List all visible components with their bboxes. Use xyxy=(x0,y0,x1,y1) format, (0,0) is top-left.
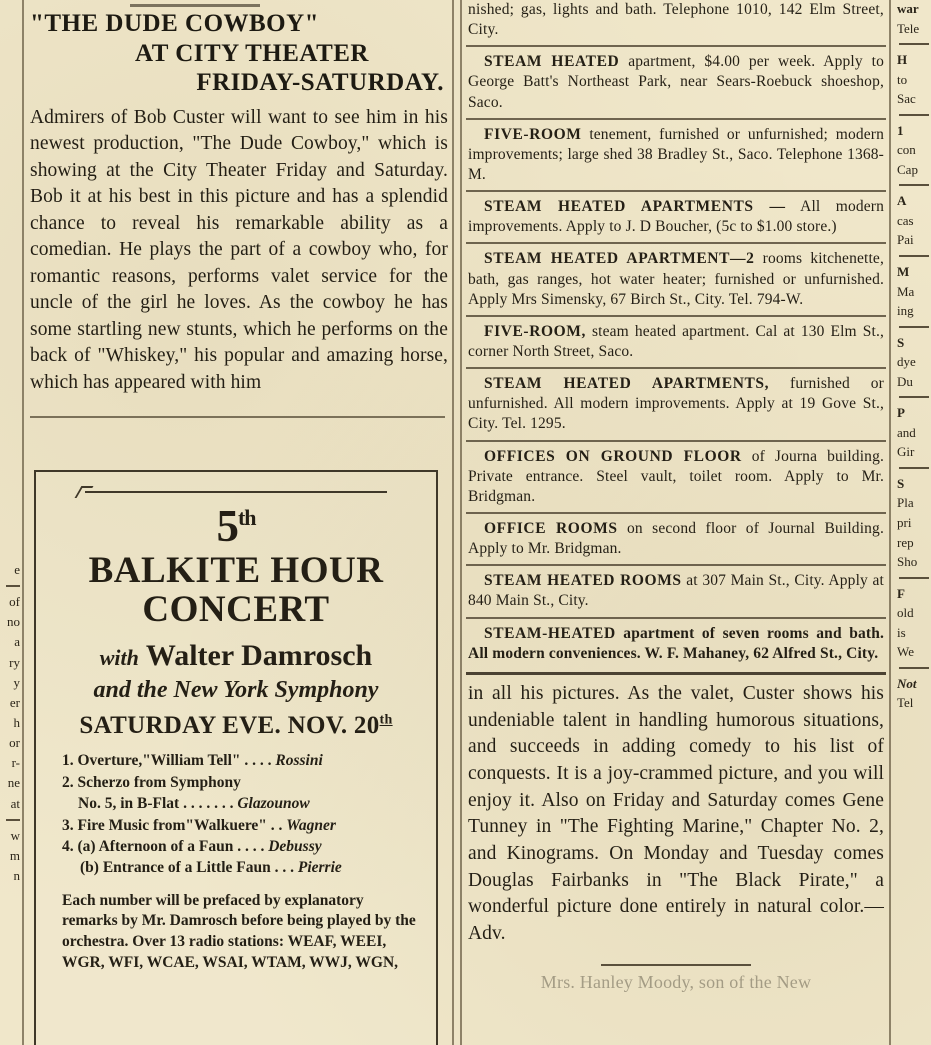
classified-divider xyxy=(466,440,886,442)
right-sliver-line: Pla xyxy=(897,495,914,511)
program-dots: . . . . xyxy=(233,837,269,855)
program-composer: Debussy xyxy=(268,837,322,855)
classified-divider xyxy=(466,564,886,566)
ad-number-suffix: th xyxy=(237,505,256,530)
program-number: 4. xyxy=(62,837,74,855)
classified-text: steam heated apartment. Cal at 130 Elm St., corner North Street, Saco. xyxy=(468,322,884,360)
column-rule-mid-a xyxy=(452,0,454,1045)
classified-divider xyxy=(466,367,886,369)
left-sliver-line: ry xyxy=(9,654,20,670)
left-sliver-line: n xyxy=(13,867,20,883)
top-ornament-rule xyxy=(130,4,260,7)
right-sliver-line: A xyxy=(897,193,907,209)
next-article-fragment: Mrs. Hanley Moody, son of the New xyxy=(540,971,812,992)
right-sliver-line: S xyxy=(897,475,905,491)
sliver-divider xyxy=(899,184,929,186)
program-number: 3. xyxy=(62,816,74,834)
left-sliver-line: r- xyxy=(11,755,20,771)
right-sliver-line: cas xyxy=(897,212,914,228)
program-work: (a) Afternoon of a Faun xyxy=(77,837,234,855)
ad-title-line-1: BALKITE HOUR xyxy=(88,550,384,591)
ad-artist-name: Walter Damrosch xyxy=(145,639,373,673)
classified-lead: FIVE-ROOM xyxy=(484,125,582,143)
classified-text: tenement, furnished or unfurnished; modern improvements; large shed 38 Bradley St., Saco. Telephone 1368-M. xyxy=(468,125,884,183)
program-dots: . . . . . . . xyxy=(179,795,238,813)
classified-top-fragment: nished; gas, lights and bath. Telephone 1010, 142 Elm Street, City. xyxy=(468,1,884,39)
right-sliver-line: and xyxy=(897,424,916,440)
classified-lead: STEAM HEATED APARTMENTS, xyxy=(484,375,770,393)
right-sliver-line: pri xyxy=(897,515,912,531)
ad-ornament xyxy=(56,484,416,500)
classified-lead: STEAM HEATED ROOMS xyxy=(484,572,682,590)
right-sliver-line: war xyxy=(897,1,919,16)
column-rule-mid-b xyxy=(460,0,462,1045)
right-sliver-line: Tel xyxy=(897,695,914,711)
classified-text: All modern improvements. Apply to J. D Boucher, (5c to $1.00 store.) xyxy=(468,198,885,236)
program-dots: . . xyxy=(266,816,287,834)
program-sub-text: No. 5, in B-Flat xyxy=(78,795,180,813)
article-divider xyxy=(30,416,445,418)
ad-title-line-2: CONCERT xyxy=(142,589,330,631)
sliver-divider xyxy=(899,43,929,45)
ad-orchestra: and the New York Symphony xyxy=(93,677,379,704)
right-sliver-line: 1 xyxy=(897,122,904,138)
classified-text: apartment, $4.00 per week. Apply to George Batt's Northeast Park, near Sears-Roebuck shoeshop, Saco. xyxy=(468,53,884,111)
classified-ad xyxy=(466,447,886,507)
ad-number-value: 5 xyxy=(216,501,238,551)
ad-artist-line xyxy=(50,639,422,673)
right-sliver-line: M xyxy=(897,264,910,280)
classified-ad xyxy=(466,624,886,664)
section-divider xyxy=(466,672,886,675)
right-edge-column xyxy=(897,0,931,714)
left-sliver-line: m xyxy=(9,847,20,863)
column-rule-left xyxy=(22,0,24,1045)
right-sliver-line: old xyxy=(897,605,914,621)
program-number: 1. xyxy=(62,752,74,770)
left-sliver-line: or xyxy=(9,735,20,751)
program-work: Fire Music from"Walkuere" xyxy=(77,816,267,834)
article-headline xyxy=(30,9,448,98)
column-two-classifieds xyxy=(466,0,886,993)
left-sliver-line: h xyxy=(13,714,20,730)
right-sliver-line: P xyxy=(897,405,905,421)
right-sliver-line: Pai xyxy=(897,232,914,248)
program-item xyxy=(62,772,422,815)
classified-lead: STEAM-HEATED xyxy=(484,624,616,642)
sliver-divider xyxy=(899,114,929,116)
classified-text: of Journa building. Private entrance. Steel vault, toilet room. Apply to Mr. Bridgman. xyxy=(468,447,884,505)
right-sliver-line: We xyxy=(897,644,914,660)
left-sliver-line: a xyxy=(14,634,20,650)
ad-date xyxy=(50,712,422,740)
right-sliver-line: dye xyxy=(897,354,916,370)
sliver-divider xyxy=(899,396,929,398)
left-sliver-line: of xyxy=(9,594,20,610)
left-sliver-line: no xyxy=(7,614,20,630)
sliver-divider xyxy=(6,585,20,587)
program-work: Overture,"William Tell" xyxy=(77,752,241,770)
left-sliver-line: er xyxy=(9,694,20,710)
classified-lead: STEAM HEATED APARTMENTS — xyxy=(484,198,786,216)
classified-ad xyxy=(466,571,886,611)
classified-ad xyxy=(466,519,886,559)
column-one xyxy=(30,0,448,418)
program-dots: . . . xyxy=(270,859,298,877)
classified-divider xyxy=(466,45,886,47)
right-sliver-line: S xyxy=(897,334,905,350)
program-composer: Pierrie xyxy=(297,859,342,877)
classified-divider xyxy=(466,617,886,619)
classified-lead: FIVE-ROOM, xyxy=(484,322,587,340)
ad-title xyxy=(50,551,422,629)
classified-text: at 307 Main St., City. Apply at 840 Main St., City. xyxy=(468,572,885,610)
article-body: Admirers of Bob Custer will want to see him in his newest production, "The Dude Cowboy," which is showing at the City Theater Friday and Saturday. Bob it at his best in this picture and has a splendid chance to reveal his remarkable ability as a comedian. He plays the part of a cowboy who, for romantic reasons, performs valet service for the uncle of the girl he loves. As the cowboy he has some startling new stunts, which he performs on the back of "Whiskey," his popular and amazing horse, which has appeared with him xyxy=(30,106,448,393)
program-composer: Rossini xyxy=(275,752,323,770)
classified-lead: OFFICE ROOMS xyxy=(484,519,618,537)
classified-ad xyxy=(466,249,886,309)
classified-divider xyxy=(466,512,886,514)
classified-lead: STEAM HEATED APARTMENT—2 xyxy=(484,250,755,268)
continued-article-body: in all his pictures. As the valet, Custer shows his undeniable talent in handling humorous situations, and succeeds in adding comedy to his list of conquests. It is a joy-crammed picture, and you will enjoy it. Also on Friday and Saturday comes Gene Tunney in "The Fighting Marine," Chapter No. 2, and Kinograms. On Monday and Tuesday comes Douglas Fairbanks in "The Black Pirate," a wonderful picture done entirely in natural color.—Adv. xyxy=(468,682,884,945)
ad-date-text: SATURDAY EVE. NOV. 20 xyxy=(79,712,380,740)
right-sliver-line: Tele xyxy=(897,20,920,36)
advertisement-box xyxy=(34,470,438,1045)
sliver-divider xyxy=(6,819,20,821)
classified-lead: STEAM HEATED xyxy=(484,53,620,71)
program-subline xyxy=(62,793,422,814)
program-composer: Wagner xyxy=(286,816,336,834)
classified-divider xyxy=(466,242,886,244)
right-sliver-line: Gir xyxy=(897,444,915,460)
right-sliver-line: is xyxy=(897,624,906,640)
classified-ad xyxy=(466,322,886,362)
left-sliver-line: w xyxy=(10,827,20,843)
left-sliver-line: e xyxy=(14,562,20,577)
classified-text: on second floor of Journal Building. Apply to Mr. Bridgman. xyxy=(468,519,884,558)
headline-line-3: FRIDAY-SATURDAY. xyxy=(196,69,444,96)
right-sliver-line: Du xyxy=(897,373,913,389)
right-sliver-line: H xyxy=(897,52,908,68)
right-sliver-line: con xyxy=(897,142,916,158)
program-item xyxy=(62,857,422,878)
program-number: 2. xyxy=(62,773,74,791)
program-item xyxy=(62,750,422,771)
right-sliver-line: to xyxy=(897,71,908,87)
right-sliver-line: ing xyxy=(897,303,914,319)
classified-text: apartment of seven rooms and bath. All modern conveniences. W. F. Mahaney, 62 Alfred St., City. xyxy=(468,624,884,662)
end-rule xyxy=(601,964,751,966)
classified-ad xyxy=(466,125,886,185)
right-sliver-line: Sac xyxy=(897,91,916,107)
sliver-divider xyxy=(899,467,929,469)
ad-with-word: with xyxy=(99,645,139,671)
program-work: (b) Entrance of a Little Faun xyxy=(80,859,271,877)
column-rule-right xyxy=(889,0,891,1045)
left-edge-column xyxy=(0,560,22,886)
sliver-divider xyxy=(899,577,929,579)
classified-divider xyxy=(466,118,886,120)
right-sliver-line: F xyxy=(897,585,905,601)
classified-divider xyxy=(466,190,886,192)
left-sliver-line: at xyxy=(10,795,20,811)
classified-ad xyxy=(466,374,886,434)
program-dots: . . . . xyxy=(240,752,276,770)
ad-program-list xyxy=(50,750,422,878)
left-sliver-line: y xyxy=(13,674,20,690)
program-item xyxy=(62,836,422,857)
program-item xyxy=(62,815,422,836)
program-composer: Glazounow xyxy=(237,795,310,813)
headline-line-1: "THE DUDE COWBOY" xyxy=(30,10,320,37)
sliver-divider xyxy=(899,255,929,257)
headline-line-2: AT CITY THEATER xyxy=(135,39,369,67)
classified-divider xyxy=(466,315,886,317)
right-sliver-line: rep xyxy=(897,534,914,550)
program-work: Scherzo from Symphony xyxy=(77,773,241,791)
classified-lead: OFFICES ON GROUND FLOOR xyxy=(484,447,742,465)
ad-edition-number xyxy=(50,501,422,551)
sliver-divider xyxy=(899,667,929,669)
right-sliver-line: Ma xyxy=(897,283,915,299)
left-sliver-line: ne xyxy=(7,775,20,791)
ad-date-suffix: th xyxy=(379,713,393,729)
classified-ad xyxy=(466,197,886,237)
classified-text: rooms kitchenette, bath, gas ranges, hot water heater; furnished or unfurnished. Apply Mrs Simensky, 67 Birch St., City. Tel. 794-W. xyxy=(468,250,884,308)
ad-note: Each number will be prefaced by explanatory remarks by Mr. Damrosch before being played by the orchestra. Over 13 radio stations: WEAF, WEEI, WGR, WFI, WCAE, WSAI, WTAM, WWJ, WGN, xyxy=(62,891,416,971)
classified-text: furnished or unfurnished. All modern improvements. Apply at 19 Gove St., City. Tel. 1295. xyxy=(468,375,884,433)
right-sliver-line: Sho xyxy=(897,554,918,570)
right-sliver-line: Cap xyxy=(897,161,918,177)
sliver-divider xyxy=(899,326,929,328)
right-sliver-line: Not xyxy=(897,675,917,691)
classified-ad xyxy=(466,52,886,112)
